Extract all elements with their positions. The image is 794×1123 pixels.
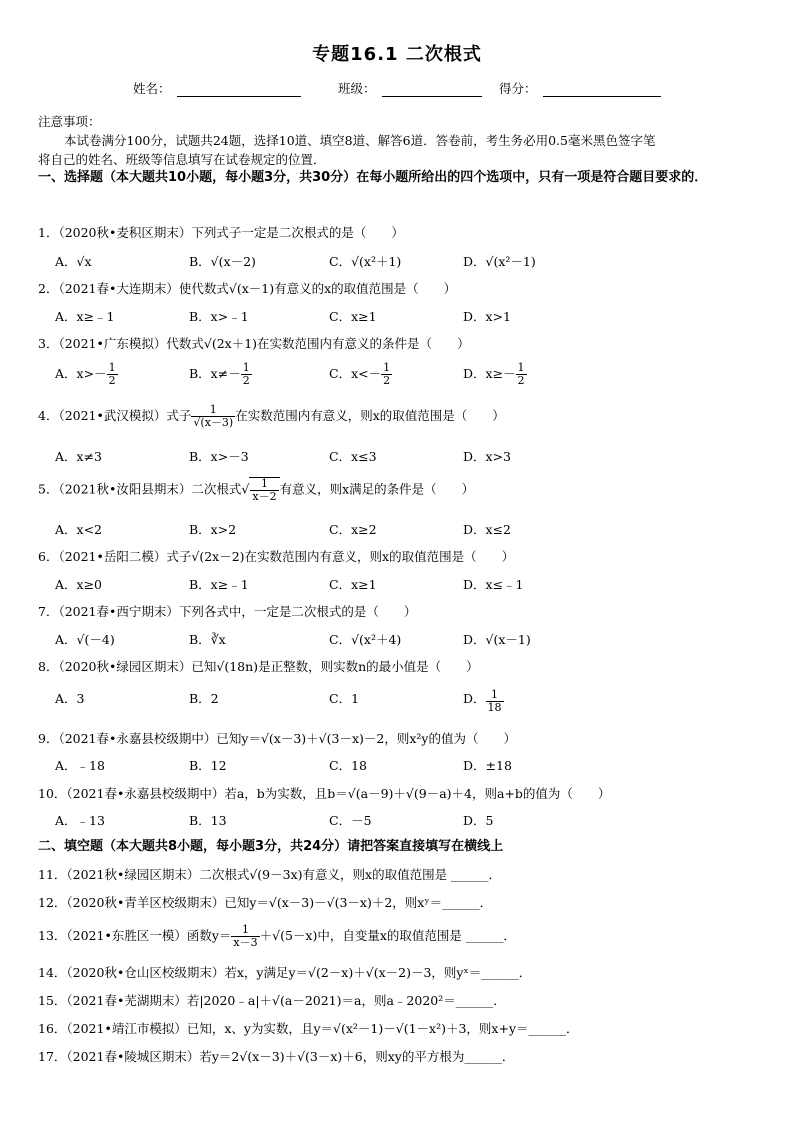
stem-post: ＋√(5－x)中，自变量x的取值范围是 ______． [259, 928, 516, 943]
option-a[interactable]: A．x≥﹣1 [55, 309, 115, 324]
question-11: 11．（2021秋•绿园区期末）二次根式√(9－3x)有意义，则x的取值范围是 ______． [38, 867, 502, 882]
stem-pre: 5．（2021秋•汝阳县期末）二次根式 [38, 481, 242, 497]
option-c[interactable]: C．1 [329, 691, 360, 706]
numerator: 1 [383, 361, 391, 374]
radical-fraction [249, 477, 279, 503]
question-1: 1．（2020秋•麦积区期末）下列式子一定是二次根式的是（ ） [38, 225, 404, 240]
denominator: √(x－3) [193, 416, 234, 429]
fraction [107, 362, 118, 387]
option-d[interactable]: D．x>3 [463, 449, 511, 464]
denominator: 2 [517, 374, 525, 387]
option-d[interactable]: D．x≤2 [463, 522, 511, 537]
name-label: 姓名： [133, 81, 171, 96]
option-c[interactable]: C．x≤3 [329, 449, 377, 464]
fraction [191, 404, 235, 429]
option-b[interactable]: B．13 [189, 813, 227, 828]
stem-post: 有意义，则x满足的条件是（ ） [279, 481, 475, 497]
question-13 [38, 924, 516, 949]
option-b[interactable] [189, 362, 252, 387]
notes-line-2: 将自己的姓名、班级等信息填写在试卷规定的位置． [38, 152, 326, 167]
option-b[interactable]: B．12 [189, 758, 227, 773]
option-c[interactable]: C．x≥1 [329, 577, 377, 592]
option-d[interactable] [463, 689, 504, 714]
denominator: x－3 [233, 936, 258, 949]
question-16: 16．（2021•靖江市模拟）已知，x、y为实数，且y＝√(x²－1)－√(1－x²)＋3，则x+y＝______． [38, 1021, 579, 1036]
fraction [241, 362, 252, 387]
fraction [381, 362, 392, 387]
numerator: 1 [486, 689, 504, 702]
class-blank[interactable] [382, 82, 482, 97]
name-field[interactable] [133, 79, 301, 97]
fraction [516, 362, 527, 387]
section-2-heading: 二、填空题（本大题共8小题，每小题3分，共24分）请把答案直接填写在横线上 [38, 839, 504, 854]
question-5-options [55, 520, 755, 546]
question-6-options [55, 575, 755, 601]
question-7-options [55, 630, 755, 656]
question-1-options [55, 252, 755, 278]
score-label: 得分： [499, 81, 537, 96]
option-d[interactable]: D．x>1 [463, 309, 511, 324]
option-c[interactable]: C．√(x²＋4) [329, 632, 402, 647]
option-a[interactable]: A．﹣13 [55, 813, 105, 828]
question-3: 3．（2021•广东模拟）代数式√(2x＋1)在实数范围内有意义的条件是（ ） [38, 336, 470, 351]
notes-line-1: 本试卷满分100分，试题共24题，选择10道、填空8道、解答6道．答卷前，考生务必用0.5毫米黑色签字笔 [64, 133, 656, 148]
option-b[interactable]: B．x≥﹣1 [189, 577, 249, 592]
option-b[interactable]: B．x>－3 [189, 449, 249, 464]
class-label: 班级： [338, 81, 376, 96]
question-4 [38, 404, 505, 429]
option-b-text: B．x≠－ [189, 366, 241, 381]
denominator: 2 [383, 374, 391, 387]
option-c[interactable]: C．18 [329, 758, 367, 773]
denominator: 2 [108, 374, 116, 387]
question-10-options [55, 811, 755, 837]
question-15: 15．（2021春•芜湖期末）若|2020﹣a|＋√(a－2021)＝a，则a﹣2020²＝______． [38, 993, 506, 1008]
numerator: 1 [108, 361, 116, 374]
option-d[interactable] [463, 362, 527, 387]
numerator: 1 [517, 361, 525, 374]
section-1-heading: 一、选择题（本大题共10小题，每小题3分，共30分）在每小题所给出的四个选项中，只有一项是符合题目要求的． [38, 170, 708, 185]
question-2: 2．（2021春•大连期末）使代数式√(x－1)有意义的x的取值范围是（ ） [38, 281, 457, 296]
option-d[interactable]: D．±18 [463, 758, 512, 773]
numerator: 1 [242, 361, 250, 374]
numerator: 1 [191, 404, 235, 417]
option-c-text: C．x<－ [329, 366, 382, 381]
option-a[interactable]: A．3 [55, 691, 85, 706]
option-d[interactable]: D．√(x²－1) [463, 254, 536, 269]
option-b[interactable]: B．x>2 [189, 522, 237, 537]
question-17: 17．（2021春•陵城区期末）若y＝2√(x－3)＋√(3－x)＋6，则xy的平方根为______． [38, 1049, 515, 1064]
score-blank[interactable] [543, 82, 661, 97]
option-a[interactable]: A．√(－4) [55, 632, 115, 647]
denominator: x－2 [252, 490, 277, 503]
option-a[interactable]: A．x≥0 [55, 577, 103, 592]
option-a-text: A．x>－ [55, 366, 107, 381]
numerator: 1 [250, 478, 278, 491]
option-d[interactable]: D．√(x－1) [463, 632, 531, 647]
option-c[interactable]: C．√(x²＋1) [329, 254, 402, 269]
question-12: 12．（2020秋•青羊区校级期末）已知y＝√(x－3)－√(3－x)＋2，则xʸ＝______． [38, 895, 493, 910]
option-a[interactable] [55, 362, 118, 387]
question-6: 6．（2021•岳阳二模）式子√(2x－2)在实数范围内有意义，则x的取值范围是（ ） [38, 549, 515, 564]
denominator: 2 [242, 374, 250, 387]
question-8: 8．（2020秋•绿园区期末）已知√(18n)是正整数，则实数n的最小值是（ ） [38, 659, 479, 674]
option-a[interactable]: A．x<2 [55, 522, 103, 537]
question-9-options [55, 756, 755, 782]
question-14: 14．（2020秋•仓山区校级期末）若x，y满足y＝√(2－x)＋√(x－2)－3，则yˣ＝______． [38, 965, 532, 980]
stem-post: 在实数范围内有意义，则x的取值范围是（ ） [235, 408, 505, 423]
stem-pre: 13．（2021•东胜区一模）函数y＝ [38, 928, 232, 943]
option-a[interactable]: A．x≠3 [55, 449, 103, 464]
denominator: 18 [487, 701, 502, 714]
question-2-options [55, 307, 755, 333]
question-9: 9．（2021春•永嘉县校级期中）已知y＝√(x－3)＋√(3－x)－2，则x²y的值为（ ） [38, 731, 516, 746]
option-a[interactable]: A．√x [55, 254, 92, 269]
question-5 [38, 477, 474, 503]
option-d[interactable]: D．5 [463, 813, 494, 828]
notes-heading: 注意事项： [38, 114, 101, 129]
question-3-options [55, 362, 755, 388]
fraction [486, 689, 504, 714]
option-d[interactable]: D．x≤﹣1 [463, 577, 524, 592]
option-a[interactable]: A．﹣18 [55, 758, 105, 773]
fraction [231, 924, 259, 949]
option-c[interactable]: C．－5 [329, 813, 372, 828]
class-field[interactable] [338, 79, 482, 97]
page-title: 专题16.1 二次根式 [312, 44, 482, 65]
radical-sign: √ [241, 481, 250, 497]
score-field[interactable] [499, 79, 661, 97]
question-10: 10．（2021春•永嘉县校级期中）若a，b为实数，且b＝√(a－9)＋√(9－a)＋4，则a+b的值为（ ） [38, 786, 611, 801]
numerator: 1 [231, 924, 259, 937]
option-b[interactable]: B．√(x－2) [189, 254, 256, 269]
question-8-options [55, 689, 755, 715]
question-4-options [55, 447, 755, 473]
student-info-row [0, 79, 794, 97]
option-c[interactable] [329, 362, 392, 387]
notes-block [38, 112, 758, 169]
option-c[interactable]: C．x≥2 [329, 522, 377, 537]
option-b[interactable]: B．x>﹣1 [189, 309, 249, 324]
option-b[interactable]: B．2 [189, 691, 219, 706]
option-c[interactable]: C．x≥1 [329, 309, 377, 324]
stem-pre: 4．（2021•武汉模拟）式子 [38, 408, 192, 423]
option-d-text: D． [463, 691, 486, 706]
question-7: 7．（2021春•西宁期末）下列各式中，一定是二次根式的是（ ） [38, 604, 417, 619]
option-b[interactable]: B．∛x [189, 632, 226, 647]
name-blank[interactable] [177, 82, 301, 97]
option-d-text: D．x≥－ [463, 366, 516, 381]
